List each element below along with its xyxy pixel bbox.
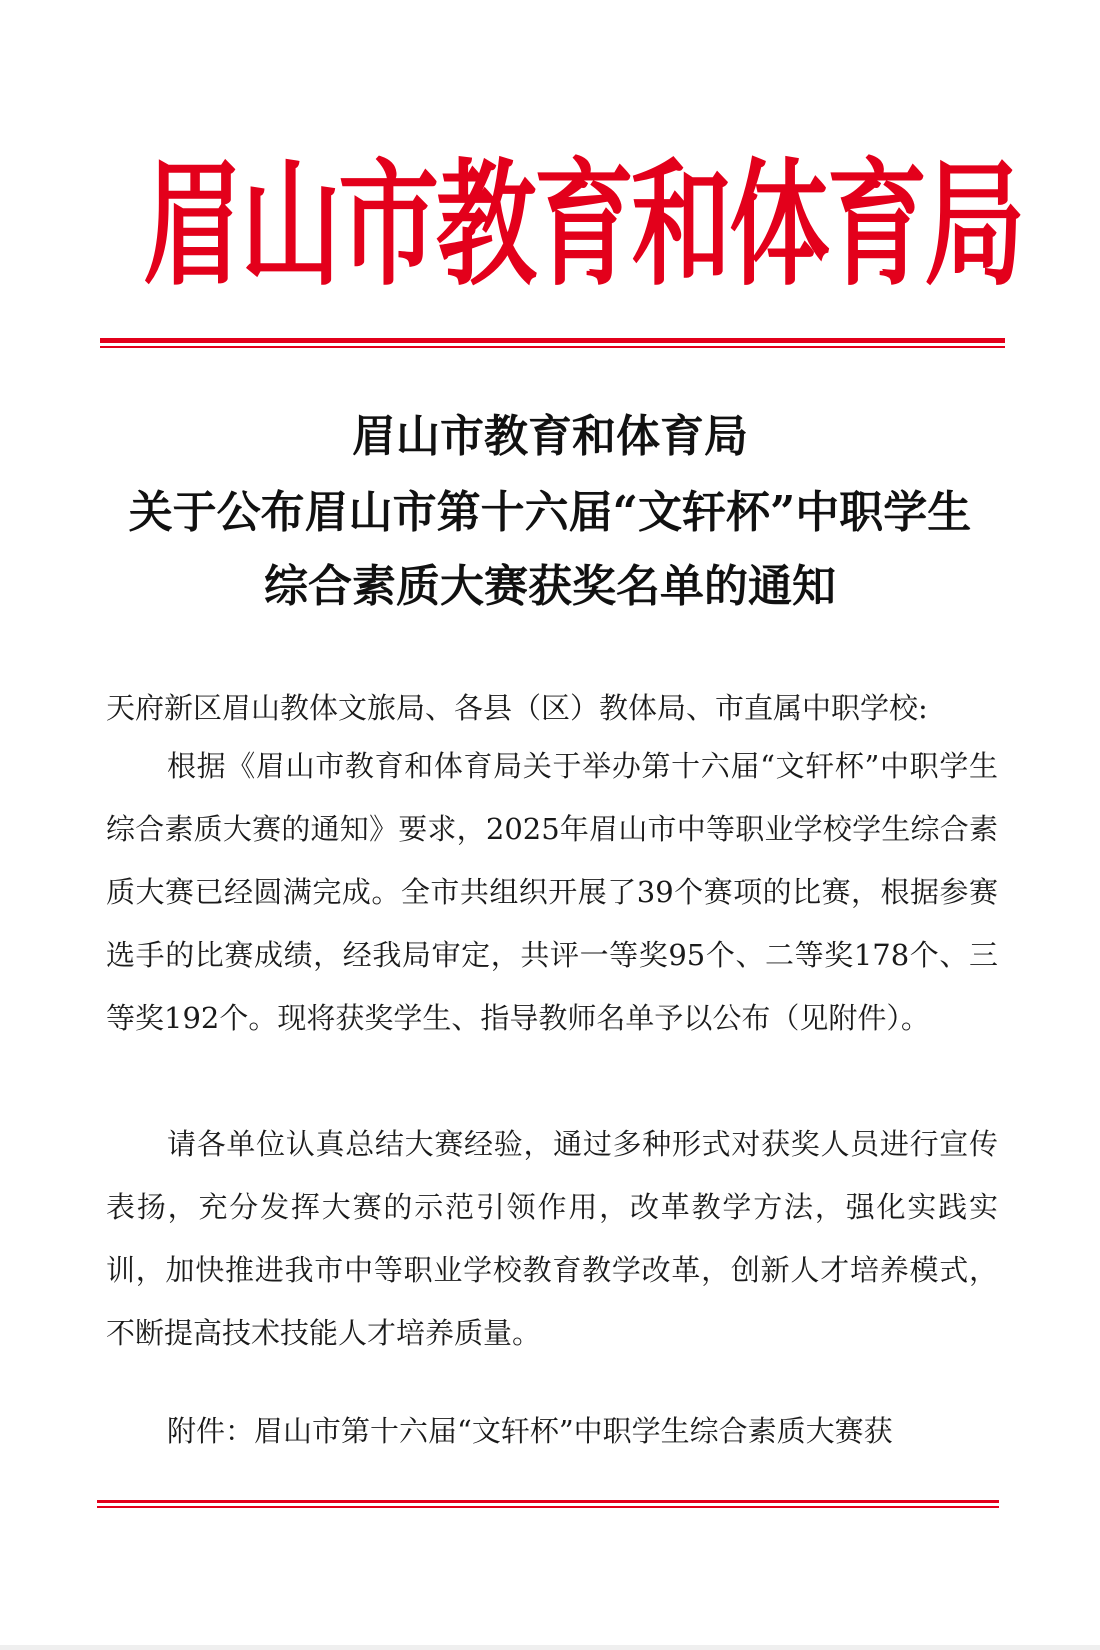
attachment-note: 附件：眉山市第十六届“文轩杯”中职学生综合素质大赛获	[167, 1414, 893, 1448]
body-paragraph-1: 根据《眉山市教育和体育局关于举办第十六届“文轩杯”中职学生综合素质大赛的通知》要求，2025年眉山市中等职业学校学生综合素质大赛已经圆满完成。全市共组织开展了39个赛项的比赛，根据参赛选手的比赛成绩，经我局审定，共评一等奖95个、二等奖178个、三等奖192个。现将获奖学生、指导教师名单予以公布（见附件）。	[106, 749, 998, 1035]
notice-title-line-3: 综合素质大赛获奖名单的通知	[264, 561, 836, 612]
addressee: 天府新区眉山教体文旅局、各县（区）教体局、市直属中职学校:	[106, 691, 928, 725]
notice-title-line-1: 眉山市教育和体育局	[352, 411, 748, 462]
footer-red-rule-thin	[97, 1506, 999, 1508]
body-paragraph-2: 请各单位认真总结大赛经验，通过多种形式对获奖人员进行宣传表扬，充分发挥大赛的示范引领作用，改革教学方法，强化实践实训，加快推进我市中等职业学校教育教学改革，创新人才培养模式，不断提高技术技能人才培养质量。	[106, 1127, 998, 1350]
letterhead-red-rule-thick	[100, 338, 1005, 343]
letterhead-org-name: 眉山市教育和体育局	[143, 145, 1023, 305]
footer-red-rule-thick	[97, 1500, 999, 1503]
letterhead-red-rule-thin	[100, 346, 1005, 348]
page-bottom-edge	[0, 1645, 1100, 1650]
notice-title-line-2: 关于公布眉山市第十六届“文轩杯”中职学生	[128, 487, 972, 538]
